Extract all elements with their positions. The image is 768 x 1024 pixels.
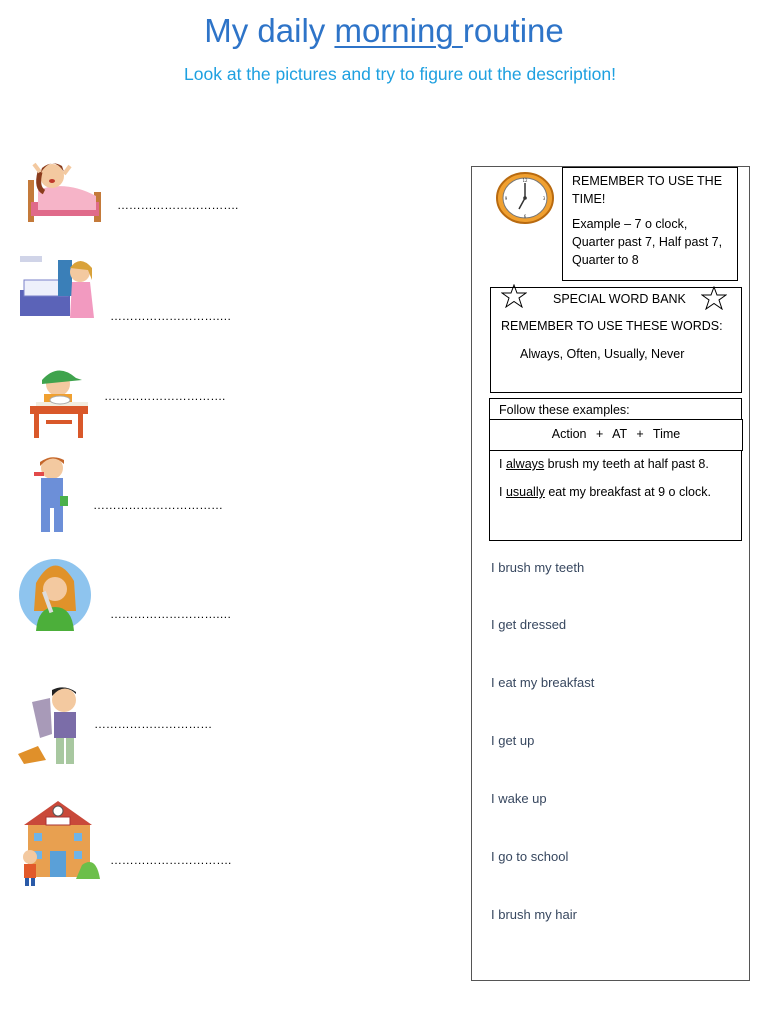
answer-blank[interactable]: ……………………….… xyxy=(110,309,232,323)
answer-blank[interactable]: …………………………. xyxy=(104,389,226,403)
girl-brushing-hair-icon xyxy=(18,555,92,631)
phrase-item: I wake up xyxy=(491,791,547,806)
time-examples: Example – 7 o clock, Quarter past 7, Half past 7, Quarter to 8 xyxy=(572,217,723,267)
svg-text:6: 6 xyxy=(523,214,527,219)
svg-text:3: 3 xyxy=(542,196,546,201)
clock-icon xyxy=(495,171,555,225)
phrase-item: I get up xyxy=(491,733,535,748)
svg-text:12: 12 xyxy=(522,178,528,183)
phrase-item: I get dressed xyxy=(491,617,567,632)
title-part: My daily xyxy=(204,12,335,49)
answer-blank[interactable]: ……………………….… xyxy=(110,607,232,621)
phrase-item: I brush my hair xyxy=(491,907,577,922)
boy-brushing-teeth-icon xyxy=(32,454,74,536)
example-sentence-1: I always brush my teeth at half past 8. xyxy=(499,457,709,471)
answer-blank[interactable]: ………………………… xyxy=(94,717,213,731)
phrase-item: I eat my breakfast xyxy=(491,675,595,690)
answer-blank[interactable]: …………………………. xyxy=(117,198,239,212)
title-part: routine xyxy=(462,12,564,49)
going-to-school-icon xyxy=(16,795,100,887)
boy-getting-dressed-icon xyxy=(18,684,84,768)
star-icon xyxy=(501,284,527,308)
making-bed-icon xyxy=(18,250,100,322)
word-bank-words: Always, Often, Usually, Never xyxy=(520,347,685,361)
svg-text:9: 9 xyxy=(504,196,508,201)
boy-eating-breakfast-icon xyxy=(26,362,92,440)
time-reminder-heading: REMEMBER TO USE THE TIME! xyxy=(572,174,723,206)
frequency-word: usually xyxy=(505,485,545,499)
girl-waking-up-icon xyxy=(26,150,106,226)
time-reminder-box xyxy=(562,167,738,281)
phrase-item: I go to school xyxy=(491,849,569,864)
star-icon xyxy=(701,286,727,310)
word-bank-instruction: REMEMBER TO USE THESE WORDS: xyxy=(501,319,723,333)
answer-blank[interactable]: …………………………. xyxy=(110,853,232,867)
word-bank-heading: SPECIAL WORD BANK xyxy=(553,292,686,306)
page-subtitle: Look at the pictures and try to figure out the description! xyxy=(184,64,616,84)
frequency-word: always xyxy=(505,457,545,471)
sentence-formula: Action + AT + Time xyxy=(489,419,743,451)
examples-heading: Follow these examples: xyxy=(499,403,630,417)
example-sentence-2: I usually eat my breakfast at 9 o clock. xyxy=(499,485,711,499)
title-underlined-word: morning xyxy=(334,12,463,49)
answer-blank[interactable]: …………………………… xyxy=(93,498,223,512)
page-title xyxy=(0,12,768,50)
phrase-item: I brush my teeth xyxy=(491,560,585,575)
